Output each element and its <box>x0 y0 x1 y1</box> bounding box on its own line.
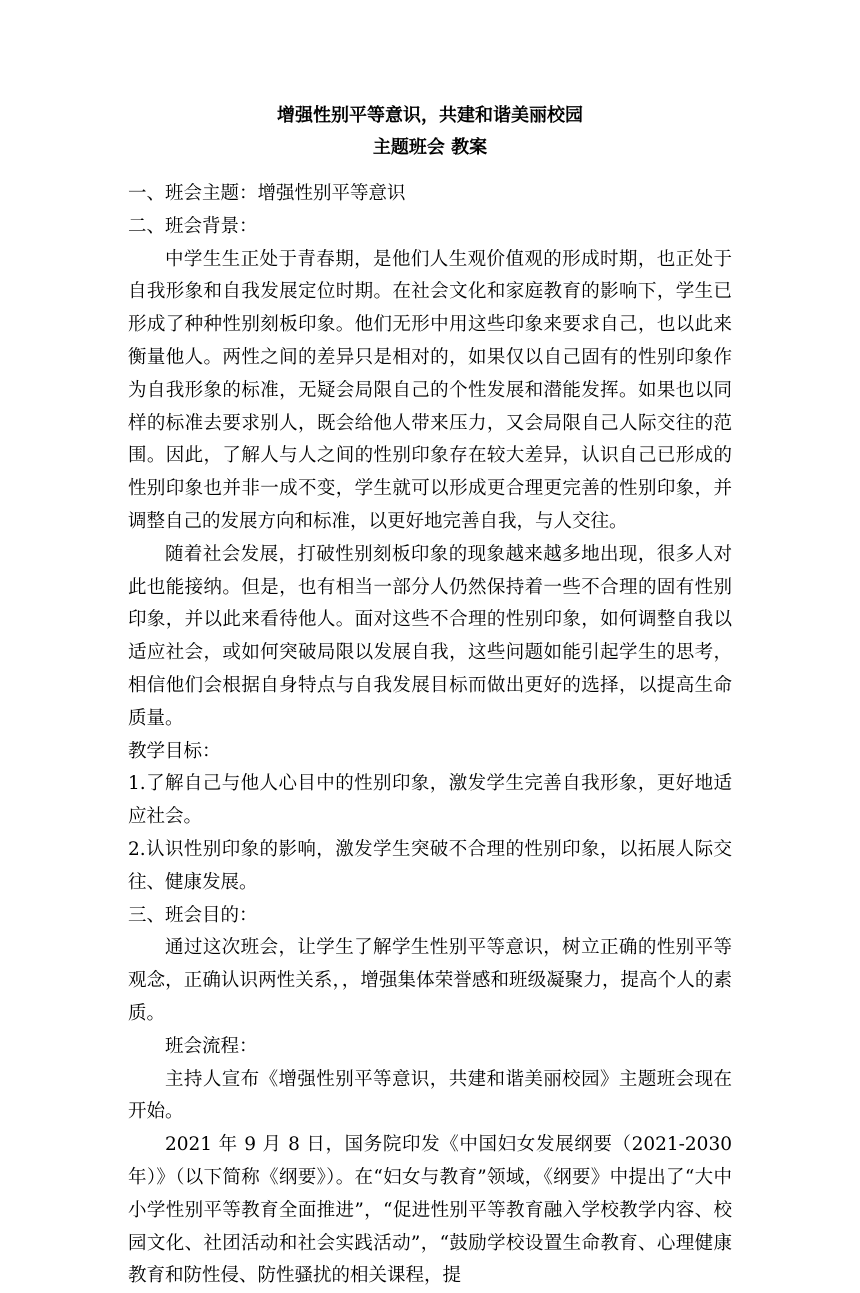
paragraph-policy: 2021 年 9 月 8 日，国务院印发《中国妇女发展纲要（2021-2030 年）》（以下简称《纲要》）。在“妇女与教育”领域，《纲要》中提出了“大中小学性别平等教育全面推进”，“促进性别平等教育融入学校教学内容、校园文化、社团活动和社会实践活动”，“鼓励学校设置生命教育、心理健康教育和防性侵、防性骚扰的相关课程，提 <box>128 1134 732 1287</box>
paragraph-process-label: 班会流程： <box>165 1035 258 1057</box>
title-line-2: 主题班会 教案 <box>372 137 488 158</box>
section-heading-purpose: 三、班会目的： <box>128 904 258 926</box>
paragraph-background-1: 中学生生正处于青春期，是他们人生观价值观的形成时期，也正处于自我形象和自我发展定位时期。在社会文化和家庭教育的影响下，学生已形成了种种性别刻板印象。他们无形中用这些印象来要求自己，也以此来衡量他人。两性之间的差异只是相对的，如果仅以自己固有的性别印象作为自我形象的标准，无疑会局限自己的个性发展和潜能发挥。如果也以同样的标准去要求别人，既会给他人带来压力，又会局限自己人际交往的范围。因此，了解人与人之间的性别印象存在较大差异，认识自己已形成的性别印象也并非一成不变，学生就可以形成更合理更完善的性别印象，并调整自己的发展方向和标准，以更好地完善自我，与人交往。 <box>128 248 732 532</box>
goal-item-1: 1.了解自己与他人心目中的性别印象，激发学生完善自我形象，更好地适应社会。 <box>128 773 732 828</box>
paragraph-host-announcement: 主持人宣布《增强性别平等意识，共建和谐美丽校园》主题班会现在开始。 <box>128 1068 732 1123</box>
title-line-1: 增强性别平等意识，共建和谐美丽校园 <box>277 105 583 126</box>
document-body <box>128 178 732 1293</box>
goal-item-2: 2.认识性别印象的影响，激发学生突破不合理的性别印象，以拓展人际交往、健康发展。 <box>128 838 732 893</box>
document-title <box>0 100 860 164</box>
paragraph-purpose: 通过这次班会，让学生了解学生性别平等意识，树立正确的性别平等观念，正确认识两性关系，，增强集体荣誉感和班级凝聚力，提高个人的素质。 <box>128 937 732 1024</box>
section-heading-background: 二、班会背景： <box>128 215 258 237</box>
section-heading-goals: 教学目标： <box>128 740 221 762</box>
paragraph-background-2: 随着社会发展，打破性别刻板印象的现象越来越多地出现，很多人对此也能接纳。但是，也有相当一部分人仍然保持着一些不合理的固有性别印象，并以此来看待他人。面对这些不合理的性别印象，如何调整自我以适应社会，或如何突破局限以发展自我，这些问题如能引起学生的思考，相信他们会根据自身特点与自我发展目标而做出更好的选择，以提高生命质量。 <box>128 543 732 729</box>
section-heading-theme: 一、班会主题：增强性别平等意识 <box>128 183 406 204</box>
